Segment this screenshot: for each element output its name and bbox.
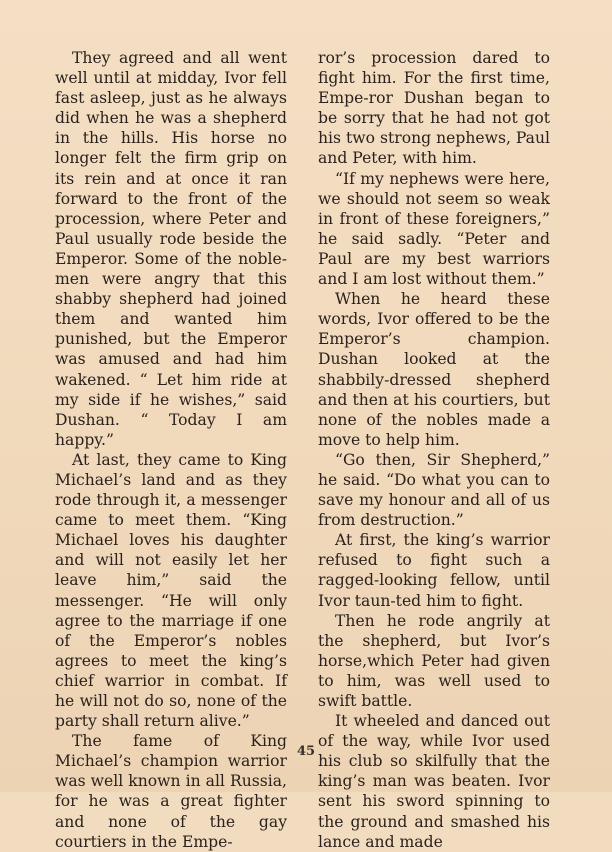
left-column [55,48,287,852]
paragraph: Then he rode angrily at the shepherd, but Ivor’s horse,which Peter had given to him, was well used to swift battle. [318,611,550,710]
right-column [318,48,550,852]
paragraph: “Go then, Sir Shepherd,” he said. “Do what you can to save my honour and all of us from destruction.” [318,450,550,530]
page-number: 45 [296,744,316,759]
paragraph: ror’s procession dared to fight him. For the first time, Empe-ror Dushan began to be sorry that he had not got his two strong nephews, Paul and Peter, with him. [318,49,550,168]
paragraph: The fame of King Michael’s champion warrior was well known in all Russia, for he was a great fighter and none of the gay courtiers in the Empe- [55,732,287,851]
paragraph: “If my nephews were here, we should not seem so weak in front of these foreigners,” he said sadly. “Peter and Paul are my best warriors and I am lost without them.” [318,169,550,289]
paragraph: They agreed and all went well until at midday, Ivor fell fast asleep, just as he always did when he was a shepherd in the hills. His horse no longer felt the firm grip on its rein and at once it ran forward to the front of the procession, where Peter and Paul usually rode beside the Emperor. Some of the noble-men were angry that this shabby shepherd had joined them and wanted him punished, but the Emperor was amused and had him wakened. “ Let him ride at my side if he wishes,” said Dushan. “ Today I am happy.” [55,49,287,449]
paragraph: When he heard these words, Ivor offered to be the Emperor’s champion. Dushan looked at the shabbily-dressed shepherd and then at his courtiers, but none of the nobles made a move to help him. [318,290,550,449]
paragraph: At last, they came to King Michael’s land and as they rode through it, a messenger came to meet them. “King Michael loves his daughter and will not easily let her leave him,” said the messenger. “He will only agree to the marriage if one of the Emperor’s nobles agrees to meet the king’s chief warrior in combat. If he will not do so, none of the party shall return alive.” [55,450,287,731]
paragraph: It wheeled and danced out of the way, while Ivor used his club so skilfully that the king’s man was beaten. Ivor sent his sword spinning to the ground and smashed his lance and made [318,712,550,851]
paragraph: At first, the king’s warrior refused to fight such a ragged-looking fellow, until Ivor taun-ted him to fight. [318,531,550,610]
